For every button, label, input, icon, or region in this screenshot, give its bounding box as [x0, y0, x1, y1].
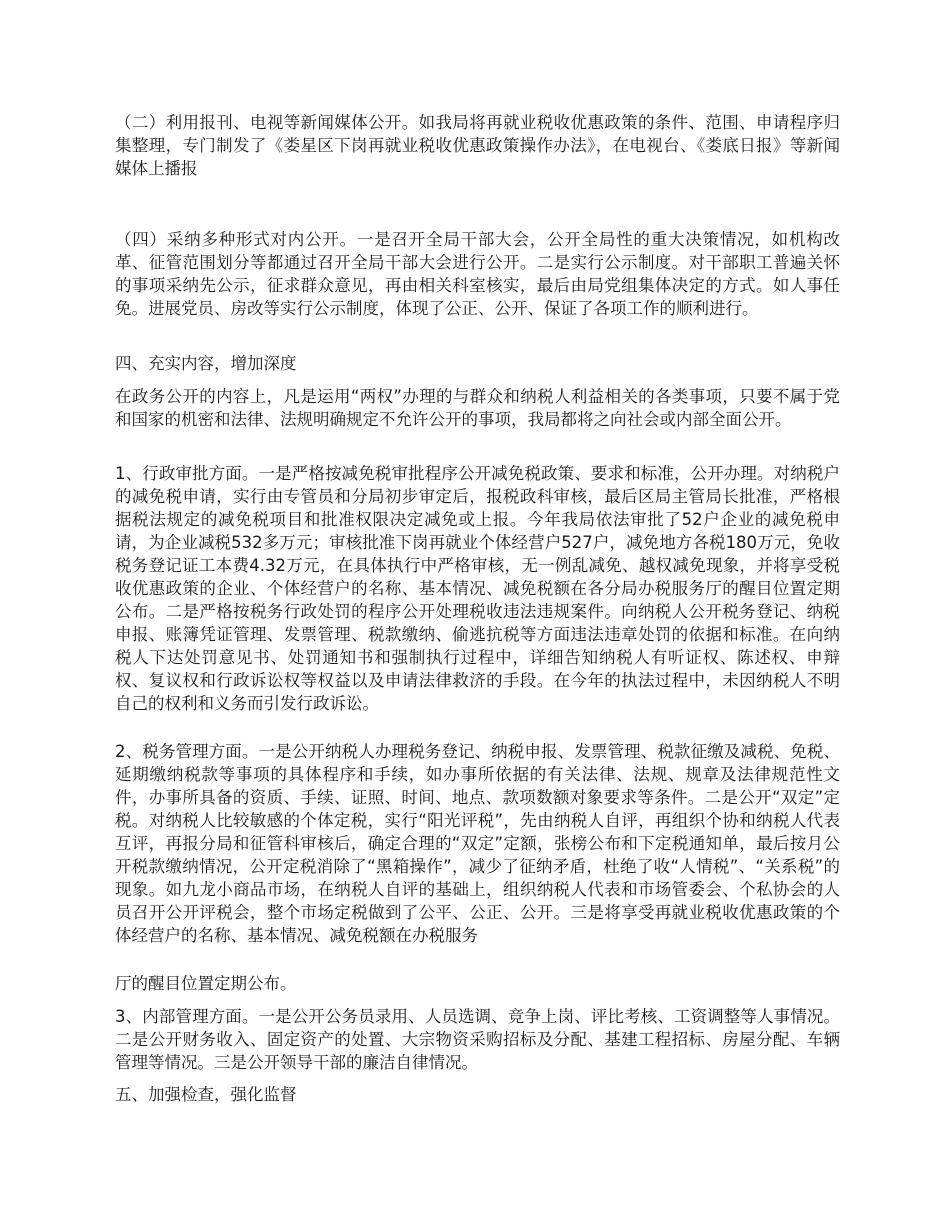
paragraph-continuation: 厅的醒目位置定期公布。 [115, 974, 297, 993]
paragraph-internal-management: 3、内部管理方面。一是公开公务员录用、人员选调、竞争上岗、评比考核、工资调整等人事情况。二是公开财务收入、固定资产的处置、大宗物资采购招标及分配、基建工程招标、房屋分配、车辆管理等情况。三是公开领导干部的廉洁自律情况。 [115, 1007, 840, 1072]
section-heading-4: 四、充实内容，增加深度 [115, 354, 297, 373]
paragraph-media-disclosure: （二）利用报刊、电视等新闻媒体公开。如我局将再就业税收优惠政策的条件、范围、申请程序归集整理，专门制发了《娄星区下岗再就业税收优惠政策操作办法》，在电视台、《娄底日报》等新闻媒体上播报 [115, 113, 840, 178]
paragraph-tax-management: 2、税务管理方面。一是公开纳税人办理税务登记、纳税申报、发票管理、税款征缴及减税、免税、延期缴纳税款等事项的具体程序和手续，如办事所依据的有关法律、法规、规章及法律规范性文件，办事所具备的资质、手续、证照、时间、地点、款项数额对象要求等条件。二是公开“双定”定税。对纳税人比较敏感的个体定税，实行“阳光评税”，先由纳税人自评，再组织个协和纳税人代表互评，再报分局和征管科审核后，确定合理的“双定”定额，张榜公布和下定税通知单，最后按月公开税款缴纳情况，公开定税消除了“黑箱操作”，减少了征纳矛盾，杜绝了收“人情税”、“关系税”的现象。如九龙小商品市场，在纳税人自评的基础上，组织纳税人代表和市场管委会、个私协会的人员召开公开评税会，整个市场定税做到了公平、公正、公开。三是将享受再就业税收优惠政策的个体经营户的名称、基本情况、减免税额在办税服务 [115, 742, 840, 945]
paragraph-content-scope: 在政务公开的内容上，凡是运用“两权”办理的与群众和纳税人利益相关的各类事项，只要不属于党和国家的机密和法律、法规明确规定不允许公开的事项，我局都将之向社会或内部全面公开。 [115, 387, 840, 429]
paragraph-administrative-approval: 1、行政审批方面。一是严格按减免税审批程序公开减免税政策、要求和标准，公开办理。对纳税户的减免税申请，实行由专管员和分局初步审定后，报税政科审核，最后区局主管局长批准，严格根据税法规定的减免税项目和批准权限决定减免或上报。今年我局依法审批了52户企业的减免税申请，为企业减税532多万元；审核批准下岗再就业个体经营户527户，减免地方各税180万元，免收税务登记证工本费4.32万元，在具体执行中严格审核，无一例乱减免、越权减免现象，并将享受税收优惠政策的企业、个体经营户的名称、基本情况、减免税额在各分局办税服务厅的醒目位置定期公布。二是严格按税务行政处罚的程序公开处理税收违法违规案件。向纳税人公开税务登记、纳税申报、账簿凭证管理、发票管理、税款缴纳、偷逃抗税等方面违法违章处罚的依据和标准。在向纳税人下达处罚意见书、处罚通知书和强制执行过程中，详细告知纳税人有听证权、陈述权、申辩权、复议权和行政诉讼权等权益以及申请法律救济的手段。在今年的执法过程中，未因纳税人不明自己的权利和义务而引发行政诉讼。 [115, 464, 840, 713]
section-heading-5: 五、加强检查，强化监督 [115, 1085, 297, 1104]
paragraph-internal-disclosure: （四）采纳多种形式对内公开。一是召开全局干部大会，公开全局性的重大决策情况，如机构改革、征管范围划分等都通过召开全局干部大会进行公开。二是实行公示制度。对干部职工普遍关怀的事项采纳先公示，征求群众意见，再由相关科室核实，最后由局党组集体决定的方式。如人事任免。进展党员、房改等实行公示制度，体现了公正、公开、保证了各项工作的顺利进行。 [115, 230, 840, 318]
